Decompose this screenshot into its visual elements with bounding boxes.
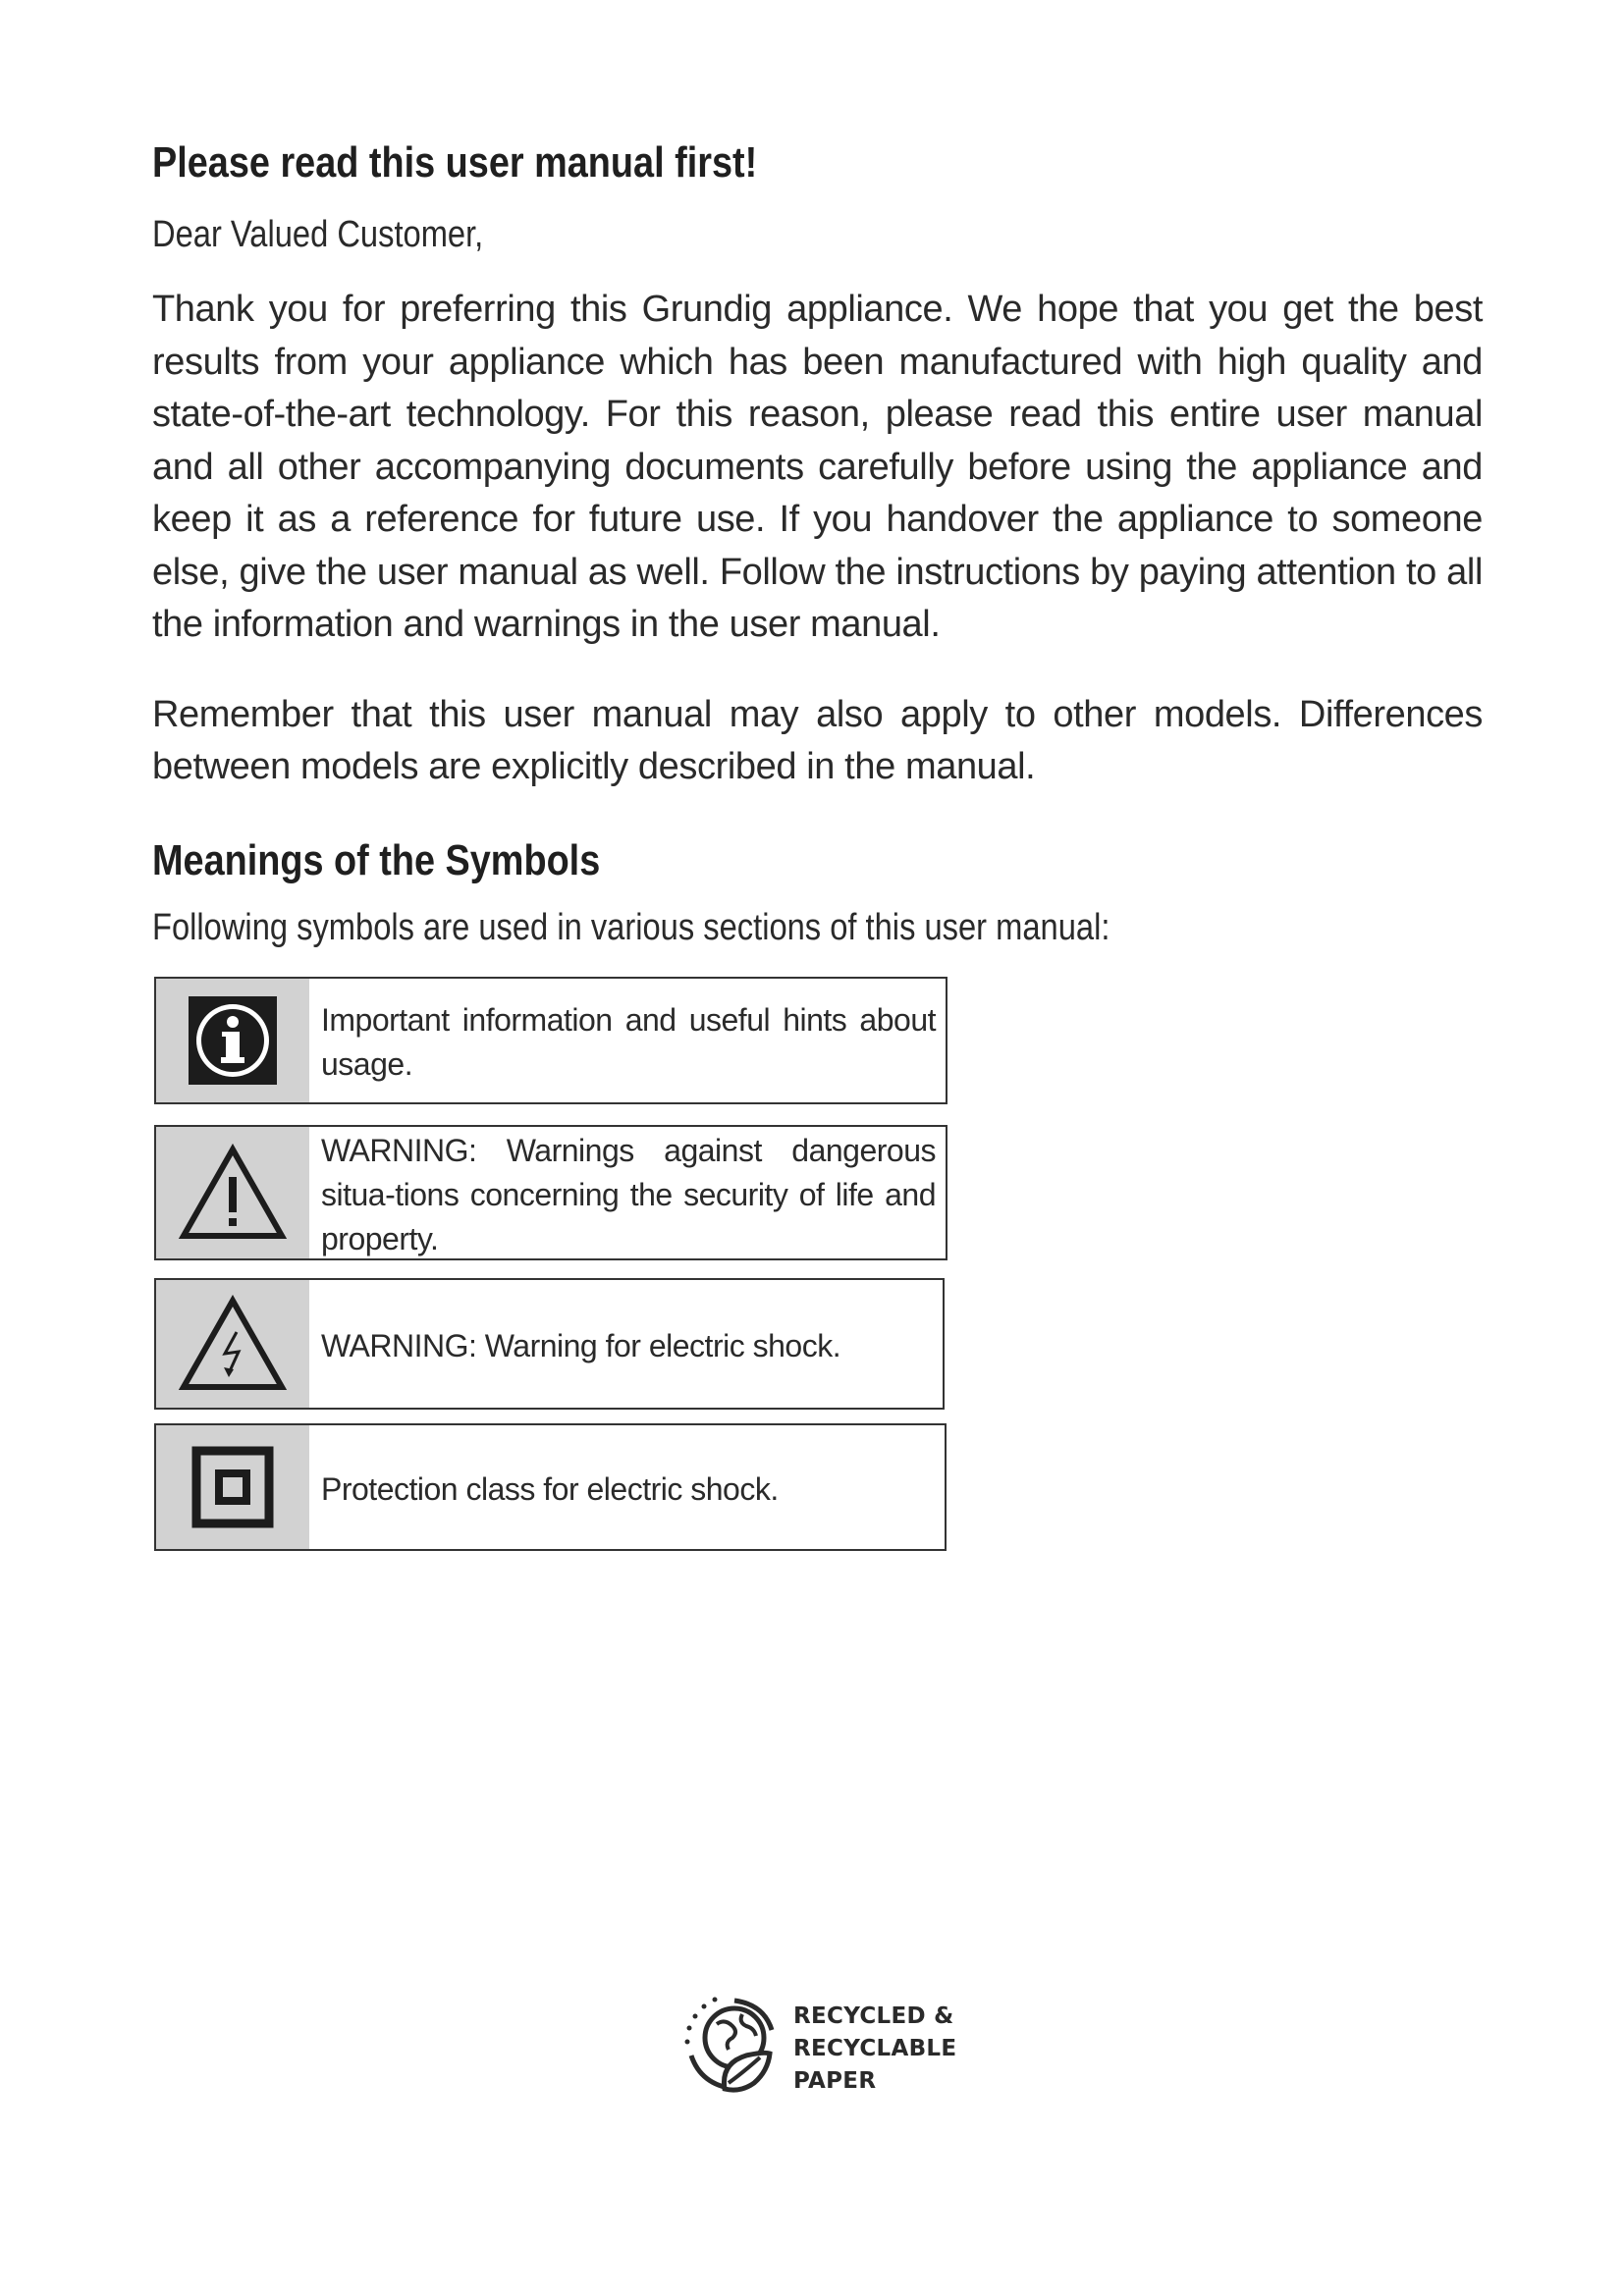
protection-class-icon xyxy=(156,1425,309,1549)
recycled-paper-logo xyxy=(677,1981,972,2099)
models-paragraph: Remember that this user manual may also apply to other models. Differences between models are explicitly described in the manual. xyxy=(152,693,1483,788)
recycle-globe-icon xyxy=(677,1981,785,2099)
symbols-intro: Following symbols are used in various sections of this user manual: xyxy=(152,907,1110,949)
warning-icon xyxy=(156,1127,309,1258)
recycle-line-2: RECYCLABLE xyxy=(793,2036,957,2061)
symbol-info-text: Important information and useful hints about usage. xyxy=(321,1002,936,1082)
page-title: Please read this user manual first! xyxy=(152,138,758,187)
symbol-row-warning xyxy=(154,1125,947,1260)
symbol-warning-text: WARNING: Warnings against dangerous situa-tions concerning the security of life and property. xyxy=(321,1132,936,1256)
symbol-row-protection-class xyxy=(154,1423,947,1551)
info-icon xyxy=(156,979,309,1102)
recycle-line-3: PAPER xyxy=(793,2068,877,2094)
intro-paragraph: Thank you for preferring this Grundig appliance. We hope that you get the best results from your appliance which has been manufactured with high quality and state-of-the-art technology. For this reason, please read this entire user manual and all other accompanying documents carefully before using the appliance and keep it as a reference for future use. If you handover the appliance to someone else, give the user manual as well. Follow the instructions by paying attention to all the information and warnings in the user manual. xyxy=(152,289,1483,646)
symbol-electric-shock-text: WARNING: Warning for electric shock. xyxy=(321,1327,841,1363)
symbol-row-info xyxy=(154,977,947,1104)
symbol-row-electric-shock xyxy=(154,1278,945,1410)
recycle-line-1: RECYCLED & xyxy=(793,2003,954,2029)
greeting: Dear Valued Customer, xyxy=(152,213,484,255)
electric-shock-icon xyxy=(156,1280,309,1408)
symbols-heading: Meanings of the Symbols xyxy=(152,835,601,884)
main-content xyxy=(152,137,1483,953)
symbol-protection-class-text: Protection class for electric shock. xyxy=(321,1470,779,1507)
